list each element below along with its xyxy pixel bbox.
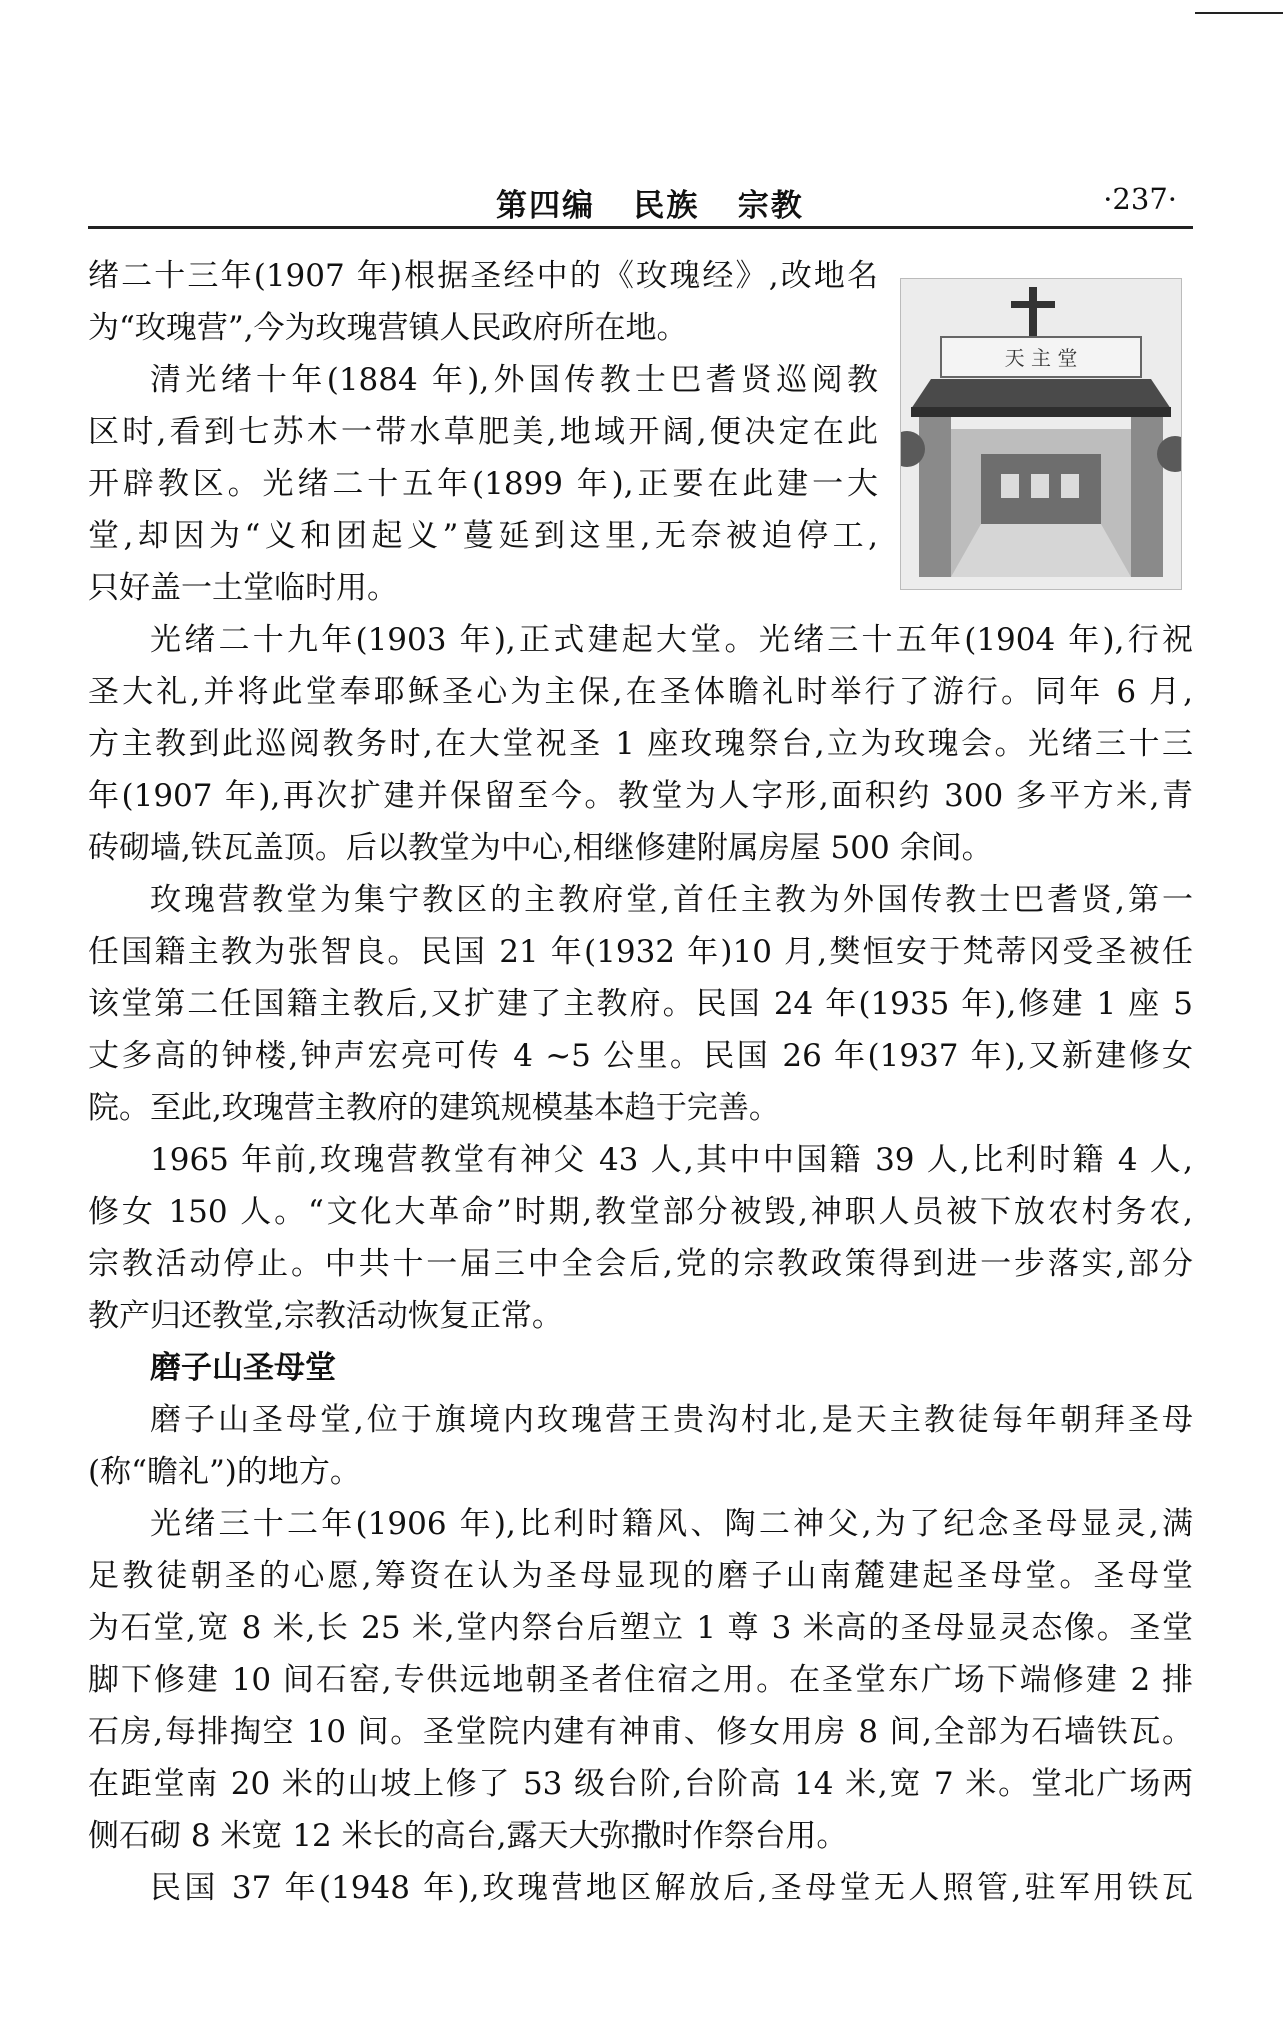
sign-text: 天 主 堂 [1004,346,1078,370]
text-line: 清光绪十年(1884 年),外国传教士巴耆贤巡阅教 [150,362,878,398]
page-number: ·237· [1103,182,1177,216]
text-line: 侧石砌 8 米宽 12 米长的高台,露天大弥撒时作祭台用。 [88,1818,848,1854]
text-line: 在距堂南 20 米的山坡上修了 53 级台阶,台阶高 14 米,宽 7 米。堂北广场两 [88,1766,1193,1802]
text-line: 为石堂,宽 8 米,长 25 米,堂内祭台后塑立 1 尊 3 米高的圣母显灵态像。圣堂 [88,1610,1193,1646]
text-line: 玫瑰营教堂为集宁教区的主教府堂,首任主教为外国传教士巴耆贤,第一 [150,882,1193,918]
text-line: 足教徒朝圣的心愿,筹资在认为圣母显现的磨子山南麓建起圣母堂。圣母堂 [88,1558,1193,1594]
text-line: (称“瞻礼”)的地方。 [88,1454,361,1490]
section-heading: 磨子山圣母堂 [150,1350,336,1386]
text-line: 磨子山圣母堂,位于旗境内玫瑰营王贵沟村北,是天主教徒每年朝拜圣母 [150,1402,1193,1438]
text-line: 该堂第二任国籍主教后,又扩建了主教府。民国 24 年(1935 年),修建 1 座 5 [88,986,1193,1022]
text-line: 1965 年前,玫瑰营教堂有神父 43 人,其中中国籍 39 人,比利时籍 4 人, [150,1142,1193,1178]
text-line: 砖砌墙,铁瓦盖顶。后以教堂为中心,相继修建附属房屋 500 余间。 [88,830,993,866]
text-line: 宗教活动停止。中共十一届三中全会后,党的宗教政策得到进一步落实,部分 [88,1246,1193,1282]
text-line: 院。至此,玫瑰营主教府的建筑规模基本趋于完善。 [88,1090,780,1126]
corner-scan-mark [1195,12,1283,14]
text-line: 石房,每排掏空 10 间。圣堂院内建有神甫、修女用房 8 间,全部为石墙铁瓦。 [88,1714,1193,1750]
page-header [88,178,1193,229]
text-line: 方主教到此巡阅教务时,在大堂祝圣 1 座玫瑰祭台,立为玫瑰会。光绪三十三 [88,726,1193,762]
text-line: 光绪三十二年(1906 年),比利时籍风、陶二神父,为了纪念圣母显灵,满 [150,1506,1193,1542]
text-line: 丈多高的钟楼,钟声宏亮可传 4 ~5 公里。民国 26 年(1937 年),又新建修女 [88,1038,1193,1074]
text-line: 堂,却因为“义和团起义”蔓延到这里,无奈被迫停工, [88,518,878,554]
text-line: 任国籍主教为张智良。民国 21 年(1932 年)10 月,樊恒安于梵蒂冈受圣被任 [88,934,1193,970]
text-line: 为“玫瑰营”,今为玫瑰营镇人民政府所在地。 [88,310,688,346]
text-line: 年(1907 年),再次扩建并保留至今。教堂为人字形,面积约 300 多平方米,青 [88,778,1193,814]
text-line: 区时,看到七苏木一带水草肥美,地域开阔,便决定在此 [88,414,878,450]
header-title: 第四编 民族 宗教 [496,188,804,224]
text-line: 开辟教区。光绪二十五年(1899 年),正要在此建一大 [88,466,878,502]
text-line: 绪二十三年(1907 年)根据圣经中的《玫瑰经》,改地名 [88,258,878,294]
text-line: 只好盖一土堂临时用。 [88,570,398,606]
text-line: 圣大礼,并将此堂奉耶稣圣心为主保,在圣体瞻礼时举行了游行。同年 6 月, [88,674,1193,710]
text-line: 教产归还教堂,宗教活动恢复正常。 [88,1298,563,1334]
text-line: 修女 150 人。“文化大革命”时期,教堂部分被毁,神职人员被下放农村务农, [88,1194,1193,1230]
text-line: 脚下修建 10 间石窑,专供远地朝圣者住宿之用。在圣堂东广场下端修建 2 排 [88,1662,1193,1698]
text-line: 光绪二十九年(1903 年),正式建起大堂。光绪三十五年(1904 年),行祝 [150,622,1193,658]
body-text [88,250,1193,1914]
text-line: 民国 37 年(1948 年),玫瑰营地区解放后,圣母堂无人照管,驻军用铁瓦 [150,1870,1193,1906]
